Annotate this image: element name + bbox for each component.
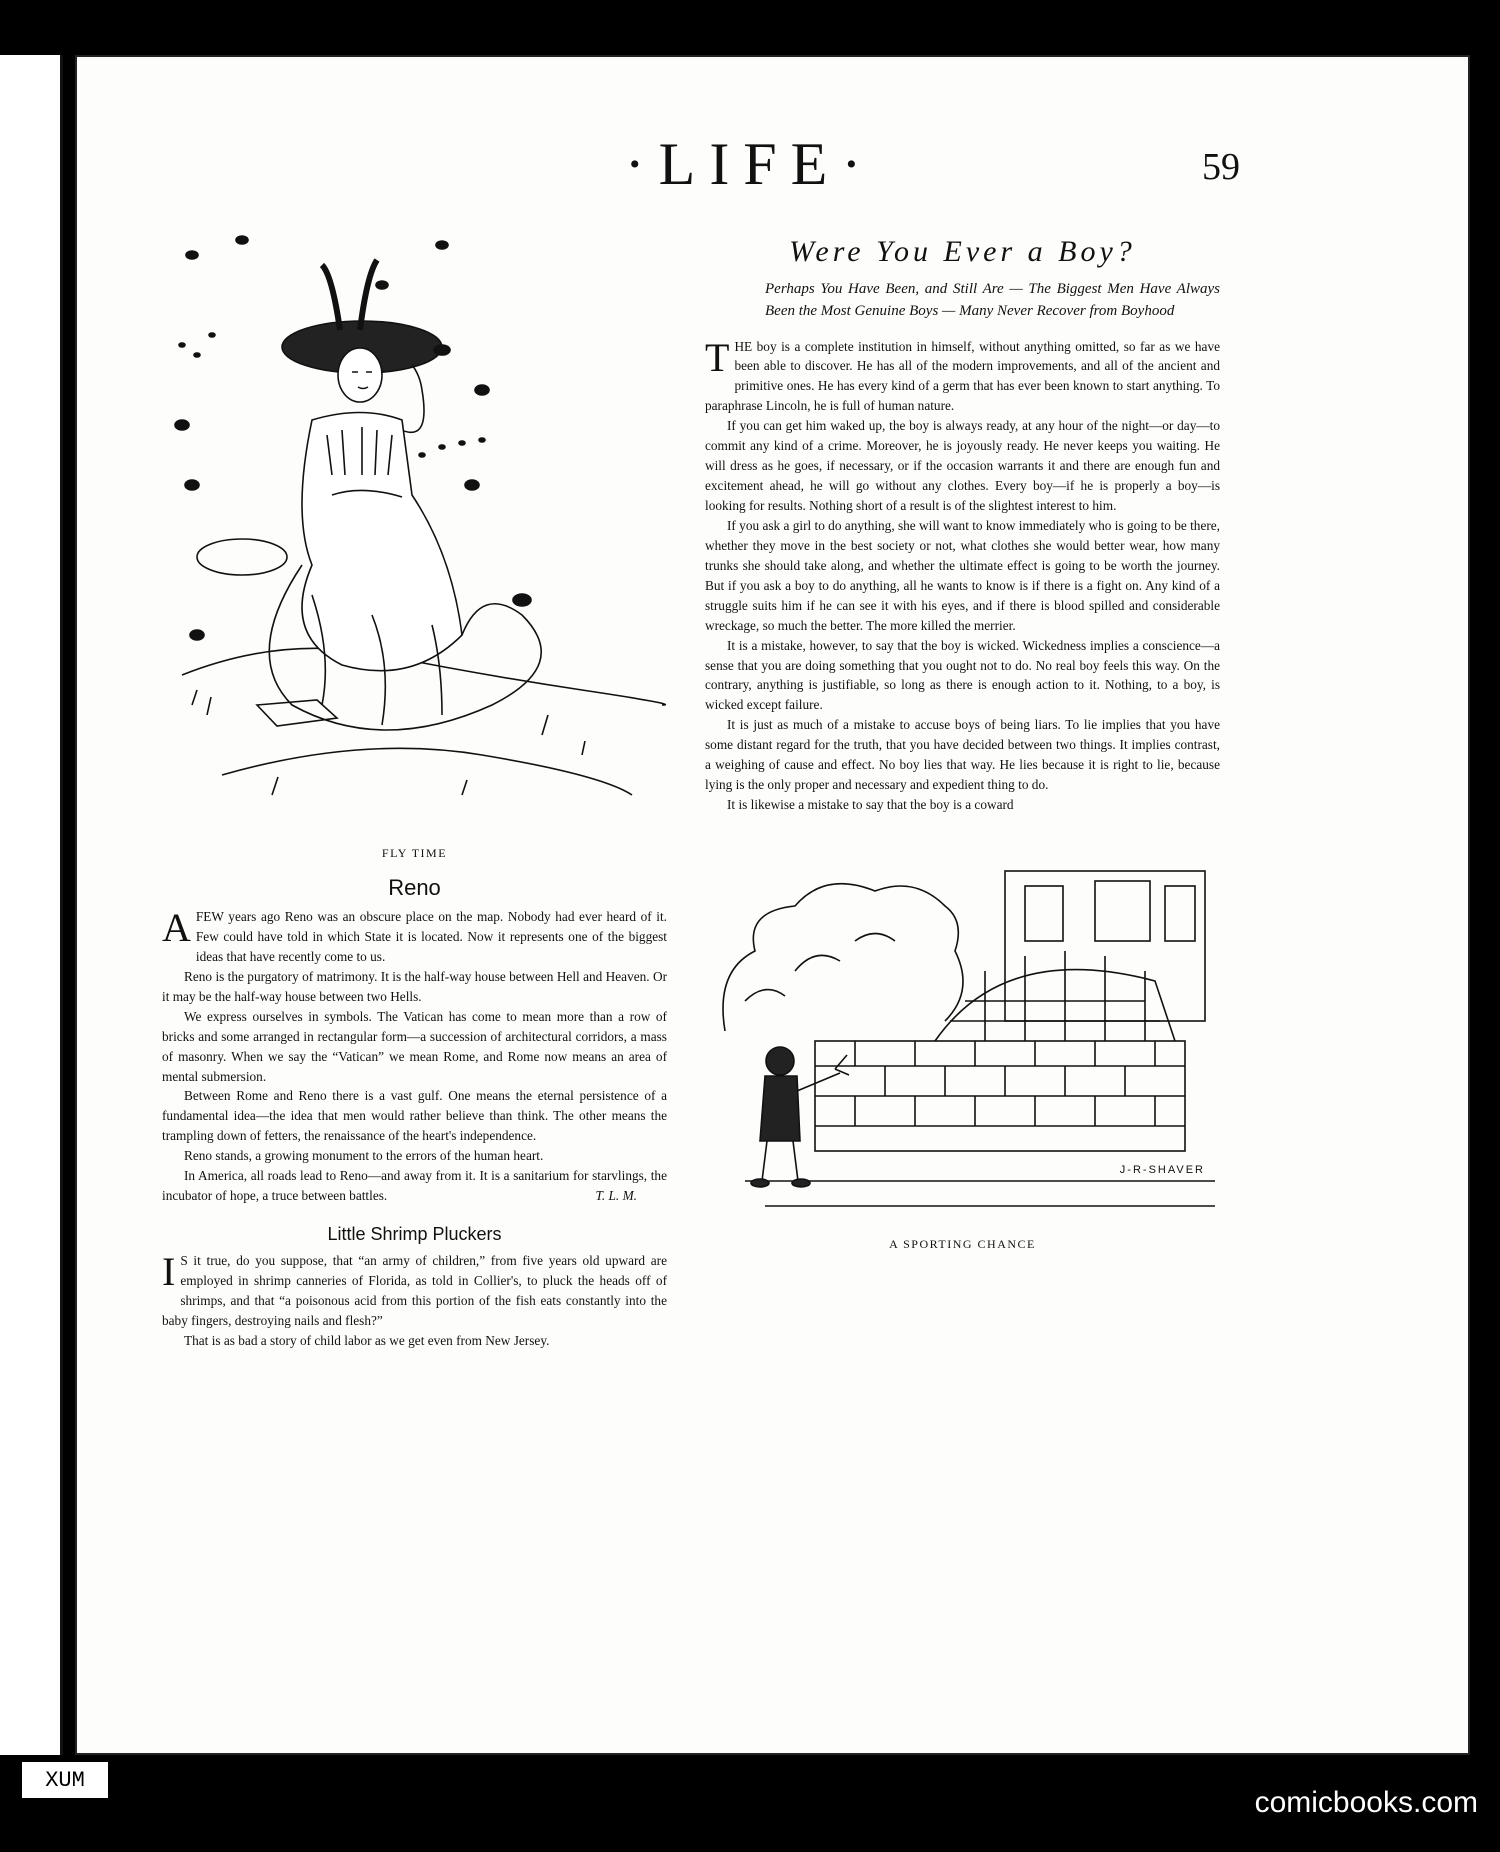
drop-cap: T — [705, 334, 730, 380]
reno-paragraph: We express ourselves in symbols. The Vatican has come to mean more than a row of bricks and some arranged in rectangular form—a succession of architectural corridors, a mass of masonry. When we say the “Vatican” we mean Rome, and Rome now means an area of mental submersion. — [162, 1008, 667, 1084]
reno-paragraph: Reno stands, a growing monument to the errors of the human heart. — [184, 1148, 544, 1164]
reno-paragraph: Between Rome and Reno there is a vast gulf. One means the eternal persistence of a fundamental idea—the idea that men would rather believe than think. The other means the trampling down of fetters, the renaissance of the heart's independence. — [162, 1088, 667, 1144]
article-paragraph: It is likewise a mistake to say that the boy is a coward — [727, 797, 1014, 813]
article-paragraph: THE boy is a complete institution in himself, without anything omitted, so far as we have been able to discover. He has all of the modern improvements, and all of the ancient and primitive ones. He has every kind of a germ that has ever been known to start anything. To paraphrase Lincoln, he is full of human nature. — [705, 334, 1220, 414]
article-paragraph: If you can get him waked up, the boy is always ready, at any hour of the night—or day—to commit any kind of a crime. Moreover, he is joyously ready. He never keeps you waiting. He will dress as he goes, if necessary, or if the occasion warrants it and there are enough fun and excitement ahead, he will go without any clothes. Every boy—if he is properly a boy—is looking for results. Nothing short of a result is of the slightest interest to him. — [705, 418, 1220, 513]
illustration-caption: FLY TIME — [381, 846, 448, 860]
shrimp-heading: Little Shrimp Pluckers — [327, 1224, 502, 1244]
watermark: comicbooks.com — [1254, 1786, 1478, 1819]
article-paragraph: It is just as much of a mistake to accuse boys of being liars. To lie implies that you have some distant regard for the truth, that you have decided between two things. It implies contrast, a weighing of cause and effect. No boy lies that way. He lies because it is right to lie, because lying is the only proper and necessary and expedient thing to do. — [705, 717, 1220, 793]
shrimp-paragraph: That is as bad a story of child labor as we get even from New Jersey. — [184, 1332, 550, 1348]
facing-page-edge — [0, 55, 63, 1755]
left-column — [162, 235, 667, 1351]
author-signature: T. L. M. — [595, 1188, 637, 1204]
artist-signature: J-R-SHAVER — [1119, 1164, 1205, 1176]
article-title: Were You Ever a Boy? — [789, 235, 1136, 268]
drop-cap: A — [162, 905, 191, 950]
shrimp-paragraph: I S it true, do you suppose, that “an army of children,” from five years old upward are employed in shrimp canneries of Florida, as told in Collier's, to pluck the heads off of shrimps, and that “a poisonous acid from this portion of the fish eats constantly into the baby fingers, destroying nails and flesh?” — [162, 1249, 667, 1328]
masthead: ·LIFE· — [624, 131, 876, 197]
article-paragraph: If you ask a girl to do anything, she will want to know immediately who is going to be there, whether they move in the best society or not, what clothes she would better wear, how many trunks she should take along, and whether the ultimate effect is going to be worth the journey. But if you ask a boy to do anything, all he wants to know is if there is a fight on. Any kind of a struggle suits him if he can see it with his eyes, and if there is blood spilled and considerable wreckage, so much the better. The more killed the merrier. — [705, 517, 1221, 633]
reno-paragraph: AFEW years ago Reno was an obscure place on the map. Nobody had ever heard of it. Few could have told in which State it is located. Now it represents one of the biggest ideas that have recently come to us. — [162, 905, 667, 964]
reno-paragraph: In America, all roads lead to Reno—and away from it. It is a sanitarium for starvlings, the incubator of hope, a truce between battles. — [162, 1168, 667, 1204]
article-deck: Perhaps You Have Been, and Still Are — The Biggest Men Have Always Been the Most Genuine Boys — Many Never Recover from Boyhood — [765, 281, 1220, 319]
illustration-caption: A SPORTING CHANCE — [889, 1237, 1036, 1251]
source-badge: XUM — [22, 1762, 108, 1798]
reno-paragraph: Reno is the purgatory of matrimony. It is the half-way house between Hell and Heaven. Or it may be the half-way house between two Hells. — [162, 968, 667, 1004]
reno-heading: Reno — [388, 875, 441, 900]
fly-time-illustration — [162, 235, 667, 840]
article-paragraph: It is a mistake, however, to say that the boy is wicked. Wickedness implies a conscience—a sense that you are doing something that you ought not to do. No real boy feels this way. On the contrary, anything is justifiable, so long as there is enough action to it. Nothing, to a boy, is wicked except failure. — [705, 637, 1220, 713]
page-number: 59 — [1202, 146, 1240, 188]
drop-cap: I — [162, 1249, 176, 1294]
sporting-chance-illustration — [705, 851, 1220, 1231]
right-column — [705, 235, 1220, 1266]
